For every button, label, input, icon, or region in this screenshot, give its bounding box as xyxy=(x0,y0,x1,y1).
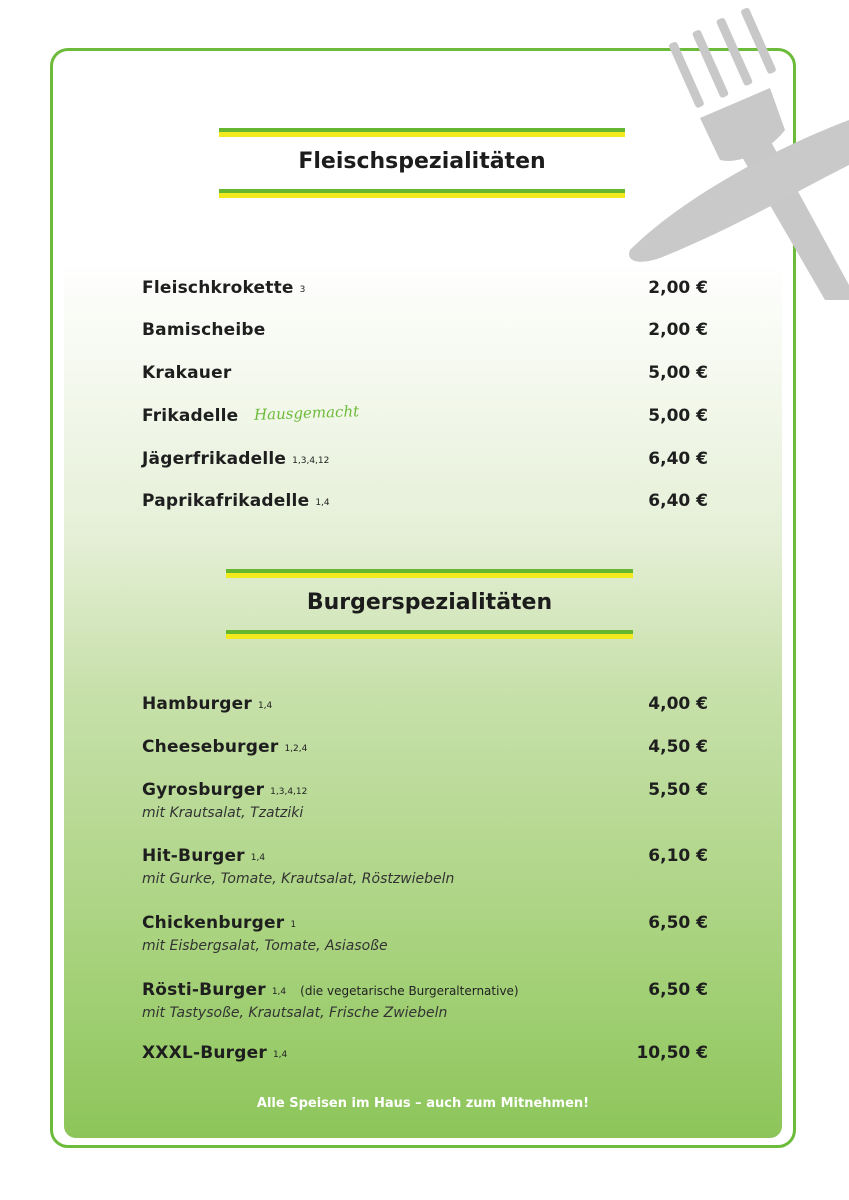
item-additives: 1 xyxy=(290,920,297,930)
menu-item xyxy=(142,1043,708,1067)
item-price: 10,50 € xyxy=(636,1043,708,1063)
item-price: 6,50 € xyxy=(648,980,708,1000)
item-price: 5,50 € xyxy=(648,780,708,800)
item-additives: 1,2,4 xyxy=(284,744,308,754)
item-price: 4,00 € xyxy=(648,694,708,714)
menu-item xyxy=(142,780,708,821)
menu-item xyxy=(142,363,708,387)
stripe-bottom xyxy=(226,630,633,639)
item-name: Rösti-Burger xyxy=(142,980,266,1000)
item-price: 4,50 € xyxy=(648,737,708,757)
menu-item xyxy=(142,320,708,344)
item-additives: 1,4 xyxy=(250,853,266,863)
stripe-bottom xyxy=(219,189,625,198)
menu-item xyxy=(142,491,708,515)
cutlery-icon xyxy=(620,0,849,300)
item-additives: 1,4 xyxy=(271,987,287,997)
item-price: 2,00 € xyxy=(648,278,708,298)
item-name: Fleischkrokette xyxy=(142,278,294,298)
section-header-burger xyxy=(226,569,633,639)
menu-item xyxy=(142,737,708,761)
item-name: Hamburger xyxy=(142,694,252,714)
section-title: Fleischspezialitäten xyxy=(298,149,546,174)
stripe-top xyxy=(219,128,625,137)
menu-item xyxy=(142,278,708,302)
item-price: 6,10 € xyxy=(648,846,708,866)
menu-item xyxy=(142,694,708,718)
footer-note: Alle Speisen im Haus – auch zum Mitnehmen! xyxy=(256,1096,590,1111)
item-name: Hit-Burger xyxy=(142,846,245,866)
menu-item xyxy=(142,402,708,430)
item-price: 6,40 € xyxy=(648,491,708,511)
item-additives: 1,4 xyxy=(257,701,273,711)
item-additives: 1,4 xyxy=(272,1050,288,1060)
item-name: Bamischeibe xyxy=(142,320,266,340)
item-additives: 1,3,4,12 xyxy=(270,787,308,797)
stripe-top xyxy=(226,569,633,578)
item-description: mit Eisbergsalat, Tomate, Asiasoße xyxy=(142,938,388,954)
item-name: Frikadelle xyxy=(142,406,239,426)
item-name: Gyrosburger xyxy=(142,780,265,800)
item-name: Cheeseburger xyxy=(142,737,279,757)
item-description: mit Gurke, Tomate, Krautsalat, Röstzwiebeln xyxy=(142,871,455,887)
item-description: mit Tastysoße, Krautsalat, Frische Zwiebeln xyxy=(142,1005,448,1021)
item-name: Paprikafrikadelle xyxy=(142,491,310,511)
item-price: 2,00 € xyxy=(648,320,708,340)
homemade-badge: Hausgemacht xyxy=(254,402,360,424)
item-description: mit Krautsalat, Tzatziki xyxy=(142,805,304,821)
item-name: Krakauer xyxy=(142,363,232,383)
item-price: 6,50 € xyxy=(648,913,708,933)
item-price: 5,00 € xyxy=(648,406,708,426)
item-price: 6,40 € xyxy=(648,449,708,469)
item-additives: 1,3,4,12 xyxy=(292,456,330,466)
menu-item xyxy=(142,980,708,1021)
item-price: 5,00 € xyxy=(648,363,708,383)
item-additives: 3 xyxy=(299,285,306,295)
menu-item xyxy=(142,846,708,887)
menu-item xyxy=(142,449,708,473)
item-name: XXXL-Burger xyxy=(142,1043,267,1063)
item-name: Chickenburger xyxy=(142,913,285,933)
section-header-meat xyxy=(219,128,625,198)
section-title: Burgerspezialitäten xyxy=(306,590,553,615)
item-additives: 1,4 xyxy=(315,498,330,508)
item-note: (die vegetarische Burgeralternative) xyxy=(300,984,519,998)
menu-item xyxy=(142,913,708,954)
item-name: Jägerfrikadelle xyxy=(142,449,287,469)
